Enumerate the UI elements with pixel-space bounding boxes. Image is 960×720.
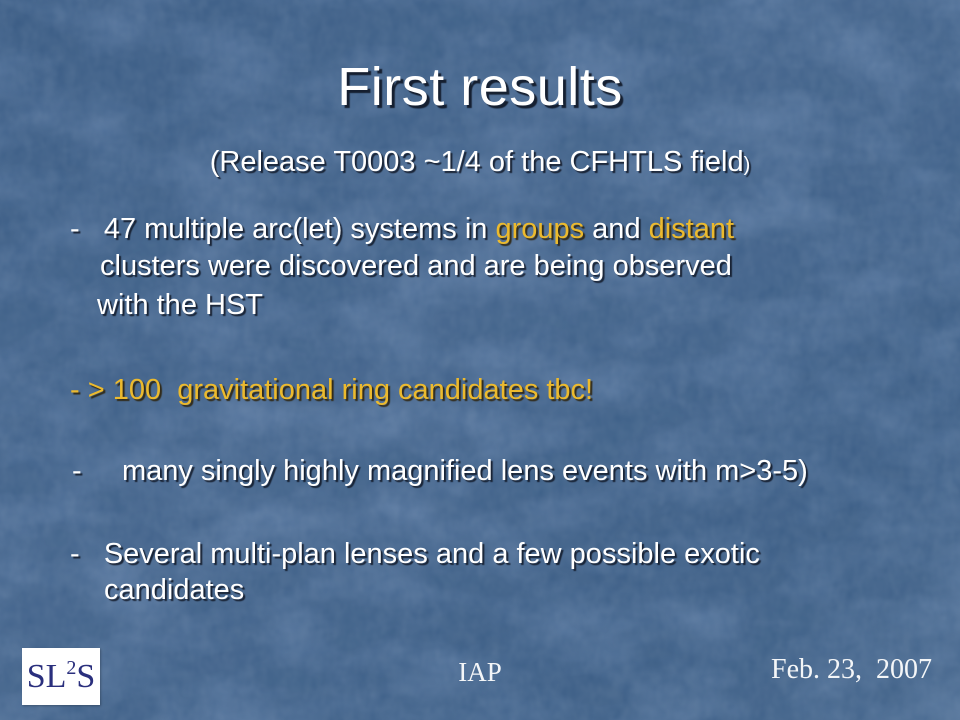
bullet1-lead: - 47 multiple arc(let) systems in xyxy=(70,213,496,245)
subtitle-text: (Release T0003 ~1/4 of the CFHTLS field xyxy=(209,146,744,178)
bullet1-highlight-distant: distant xyxy=(648,213,735,245)
bullet-arclet-systems-line1 xyxy=(70,213,734,246)
logo-text-s: S xyxy=(76,657,96,695)
subtitle-closing-paren: ) xyxy=(743,154,751,176)
bullet1-highlight-groups: groups xyxy=(495,213,585,245)
logo-text-sl: SL xyxy=(26,657,67,695)
sl2s-logo: SL $^2$ S xyxy=(22,648,100,705)
slide-subtitle xyxy=(0,146,960,179)
footer-date: Feb. 23, 2007 xyxy=(771,654,932,685)
bullet1-mid: and xyxy=(584,213,649,245)
footer-venue: IAP xyxy=(458,657,502,687)
bullet-arclet-systems-line2: clusters were discovered and are being observed xyxy=(100,250,732,282)
bullet-ring-candidates: - > 100 gravitational ring candidates tbc! xyxy=(70,374,594,406)
slide-title: First results xyxy=(337,57,623,117)
bullet-multiplan-lenses-line1: - Several multi-plan lenses and a few possible exotic xyxy=(70,538,760,570)
bullet-magnified-lens-events: - many singly highly magnified lens events with m>3-5) xyxy=(72,455,808,487)
bullet-arclet-systems-line3: with the HST xyxy=(97,289,263,321)
bullet-multiplan-lenses-line2: candidates xyxy=(104,574,245,606)
